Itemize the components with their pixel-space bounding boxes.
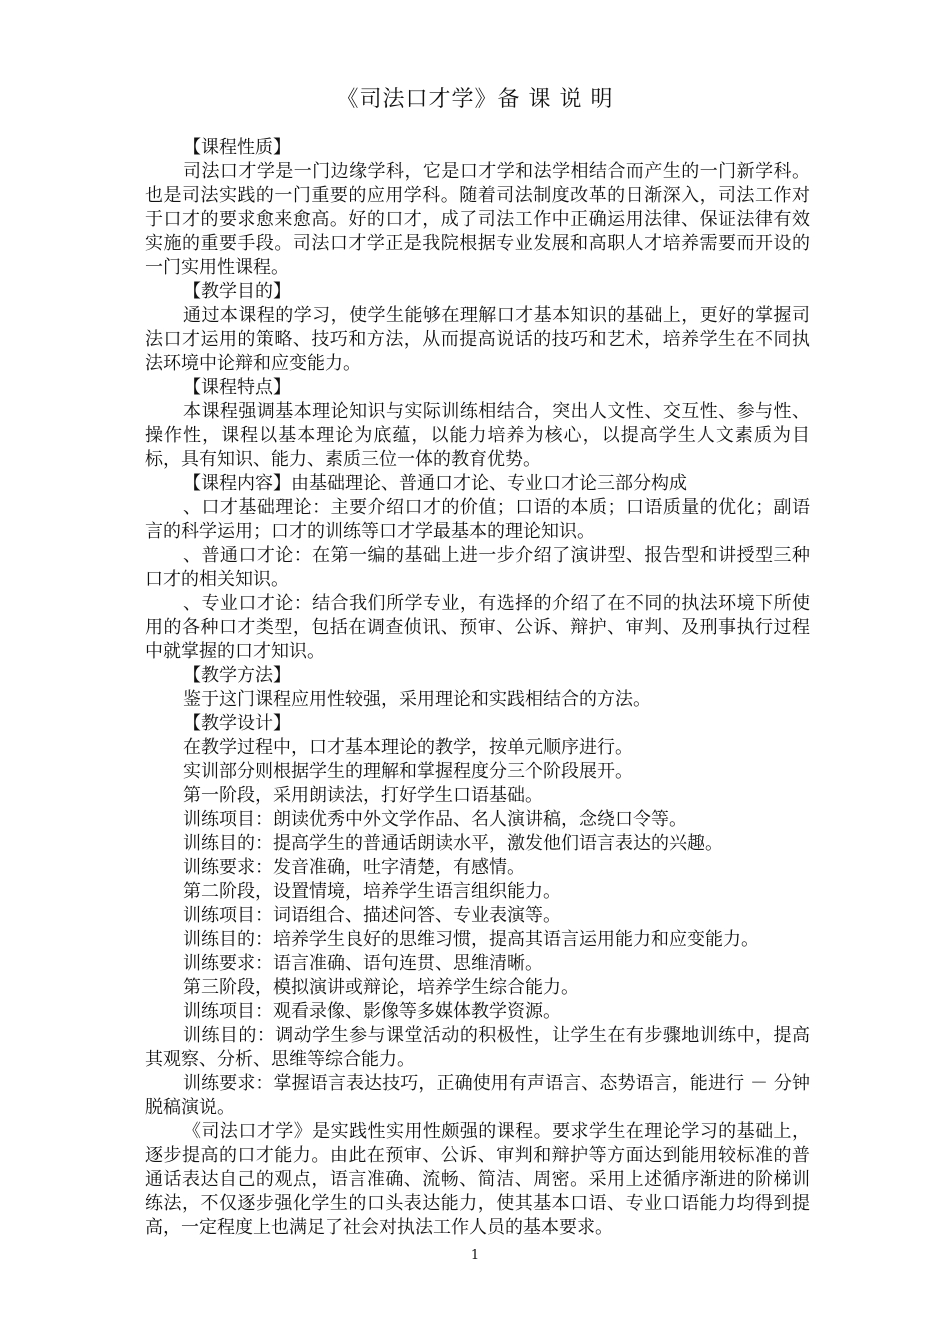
paragraph-stage-two-purpose: 训练目的：培养学生良好的思维习惯，提高其语言运用能力和应变能力。 bbox=[183, 929, 759, 950]
paragraph-stage-two-requirements: 训练要求：语言准确、语句连贯、思维清晰。 bbox=[183, 953, 543, 974]
paragraph-content-basic-theory: 、口才基础理论：主要介绍口才的价值；口语的本质；口语质量的优化；副语言的科学运用；口才的训练等口才学最基本的理论知识。 bbox=[145, 497, 810, 542]
paragraph-design-theory-order: 在教学过程中，口才基本理论的教学，按单元顺序进行。 bbox=[183, 737, 633, 758]
paragraph-stage-one-items: 训练项目：朗读优秀中外文学作品、名人演讲稿，念绕口令等。 bbox=[183, 809, 687, 830]
section-heading-teaching-method: 【教学方法】 bbox=[183, 665, 291, 686]
paragraph-conclusion: 《司法口才学》是实践性实用性颇强的课程。要求学生在理论学习的基础上，逐步提高的口才能力。由此在预审、公诉、审判和辩护等方面达到能用较标准的普通话表达自己的观点，语言准确、流畅、简洁、周密。采用上述循序渐进的阶梯训练法，不仅逐步强化学生的口头表达能力，使其基本口语、专业口语能力均得到提高，一定程度上也满足了社会对执法工作人员的基本要求。 bbox=[145, 1121, 810, 1238]
paragraph-stage-two: 第二阶段，设置情境，培养学生语言组织能力。 bbox=[183, 881, 561, 902]
document-title: 《司法口才学》备 课 说 明 bbox=[336, 87, 614, 112]
paragraph-stage-one-purpose: 训练目的：提高学生的普通话朗读水平，激发他们语言表达的兴趣。 bbox=[183, 833, 723, 854]
paragraph-course-nature: 司法口才学是一门边缘学科，它是口才学和法学相结合而产生的一门新学科。也是司法实践的一门重要的应用学科。随着司法制度改革的日渐深入，司法工作对于口才的要求愈来愈高。好的口才，成了司法工作中正确运用法律、保证法律有效实施的重要手段。司法口才学正是我院根据专业发展和高职人才培养需要而开设的一门实用性课程。 bbox=[145, 161, 810, 278]
section-heading-course-nature: 【课程性质】 bbox=[183, 137, 291, 158]
paragraph-stage-three-purpose: 训练目的：调动学生参与课堂活动的积极性，让学生在有步骤地训练中，提高其观察、分析、思维等综合能力。 bbox=[145, 1025, 810, 1070]
section-heading-teaching-design: 【教学设计】 bbox=[183, 713, 291, 734]
paragraph-stage-three-requirements: 训练要求：掌握语言表达技巧，正确使用有声语言、态势语言，能进行 － 分钟脱稿演说。 bbox=[145, 1073, 810, 1118]
section-heading-teaching-purpose: 【教学目的】 bbox=[183, 281, 291, 302]
paragraph-course-features: 本课程强调基本理论知识与实际训练相结合，突出人文性、交互性、参与性、操作性，课程以基本理论为底蕴，以能力培养为核心，以提高学生人文素质为目标，具有知识、能力、素质三位一体的教育优势。 bbox=[145, 401, 810, 470]
paragraph-teaching-method: 鉴于这门课程应用性较强，采用理论和实践相结合的方法。 bbox=[183, 689, 651, 710]
page-number: 1 bbox=[470, 1248, 480, 1263]
paragraph-content-general-eloquence: 、普通口才论：在第一编的基础上进一步介绍了演讲型、报告型和讲授型三种口才的相关知识。 bbox=[145, 545, 810, 590]
paragraph-stage-two-items: 训练项目：词语组合、描述问答、专业表演等。 bbox=[183, 905, 561, 926]
paragraph-content-professional-eloquence: 、专业口才论：结合我们所学专业，有选择的介绍了在不同的执法环境下所使用的各种口才类型，包括在调查侦讯、预审、公诉、辩护、审判、及刑事执行过程中就掌握的口才知识。 bbox=[145, 593, 810, 662]
section-heading-course-features: 【课程特点】 bbox=[183, 377, 291, 398]
section-heading-course-content: 【课程内容】由基础理论、普通口才论、专业口才论三部分构成 bbox=[183, 473, 687, 494]
document-body bbox=[145, 136, 810, 1240]
paragraph-stage-one: 第一阶段，采用朗读法，打好学生口语基础。 bbox=[183, 785, 543, 806]
paragraph-teaching-purpose: 通过本课程的学习，使学生能够在理解口才基本知识的基础上，更好的掌握司法口才运用的策略、技巧和方法，从而提高说话的技巧和艺术，培养学生在不同执法环境中论辩和应变能力。 bbox=[145, 305, 810, 374]
paragraph-stage-three: 第三阶段，模拟演讲或辩论，培养学生综合能力。 bbox=[183, 977, 579, 998]
paragraph-stage-one-requirements: 训练要求：发音准确，吐字清楚，有感情。 bbox=[183, 857, 525, 878]
paragraph-stage-three-items: 训练项目：观看录像、影像等多媒体教学资源。 bbox=[183, 1001, 561, 1022]
paragraph-design-three-stages: 实训部分则根据学生的理解和掌握程度分三个阶段展开。 bbox=[183, 761, 633, 782]
